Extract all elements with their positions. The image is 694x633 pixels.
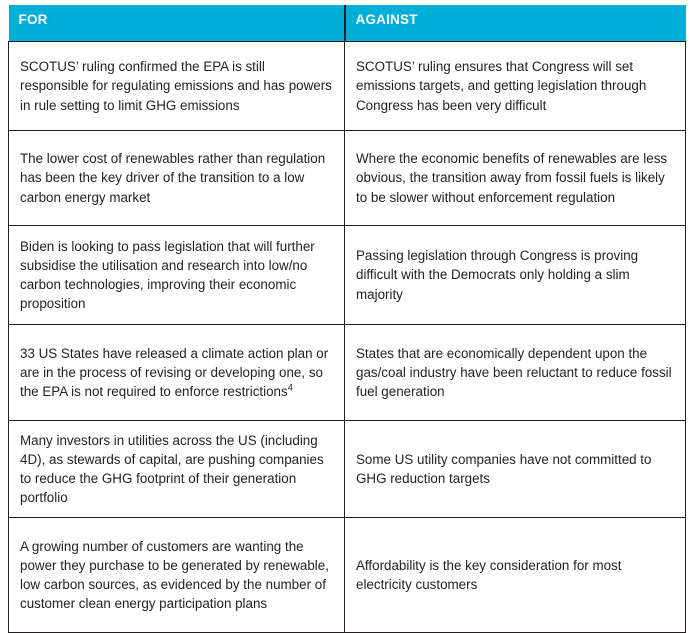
cell-for-text: Many investors in utilities across the US (including 4D), as stewards of capital, are pushing companies to reduce the GHG footprint of their generation portfolio bbox=[20, 432, 324, 506]
cell-for bbox=[9, 325, 345, 421]
cell-for bbox=[9, 131, 345, 226]
cell-against-text: Passing legislation through Congress is proving difficult with the Democrats only holding a slim majority bbox=[356, 248, 639, 302]
cell-against bbox=[345, 325, 686, 421]
cell-against bbox=[345, 42, 686, 131]
cell-against bbox=[345, 518, 686, 633]
table-row bbox=[9, 421, 686, 518]
cell-for-text bbox=[20, 344, 332, 401]
column-header-for: FOR bbox=[9, 5, 345, 42]
cell-for-text-body: 33 US States have released a climate action plan or are in the process of revising or developing one, so the EPA is not required to enforce restrictions bbox=[20, 345, 329, 400]
for-against-comparison-table bbox=[8, 5, 686, 633]
cell-against bbox=[345, 131, 686, 226]
table-row bbox=[9, 518, 686, 633]
cell-against-text: States that are economically dependent upon the gas/coal industry have been reluctant to reduce fossil fuel generation bbox=[356, 345, 672, 400]
table-header bbox=[9, 5, 686, 42]
cell-for-text: A growing number of customers are wanting the power they purchase to be generated by renewable, low carbon sources, as evidenced by the number of customer clean energy participation plans bbox=[20, 538, 329, 612]
cell-for-text: SCOTUS’ ruling confirmed the EPA is still responsible for regulating emissions and has powers in rule setting to limit GHG emissions bbox=[20, 59, 332, 113]
table-body bbox=[9, 42, 686, 633]
cell-against-text: Affordability is the key consideration for most electricity customers bbox=[356, 557, 622, 592]
cell-for-text: Biden is looking to pass legislation that will further subsidise the utilisation and research into low/no carbon technologies, improving their economic proposition bbox=[20, 238, 315, 312]
cell-for bbox=[9, 226, 345, 325]
table-row bbox=[9, 226, 686, 325]
table-row bbox=[9, 325, 686, 421]
table-header-row bbox=[9, 5, 686, 42]
table-row bbox=[9, 42, 686, 131]
cell-for bbox=[9, 518, 345, 633]
footnote-marker: 4 bbox=[287, 382, 293, 393]
cell-against-text: Where the economic benefits of renewables are less obvious, the transition away from fossil fuels is likely to be slower without enforcement regulation bbox=[356, 151, 668, 205]
column-header-against: AGAINST bbox=[345, 5, 686, 42]
cell-against-text: Some US utility companies have not committed to GHG reduction targets bbox=[356, 451, 652, 486]
cell-for bbox=[9, 42, 345, 131]
cell-for-text: The lower cost of renewables rather than regulation has been the key driver of the transition to a low carbon energy market bbox=[20, 151, 326, 205]
table-row bbox=[9, 131, 686, 226]
cell-against bbox=[345, 421, 686, 518]
cell-for bbox=[9, 421, 345, 518]
comparison-table-container bbox=[8, 5, 685, 633]
cell-against bbox=[345, 226, 686, 325]
cell-against-text: SCOTUS’ ruling ensures that Congress will set emissions targets, and getting legislation through Congress has been very difficult bbox=[356, 59, 647, 113]
